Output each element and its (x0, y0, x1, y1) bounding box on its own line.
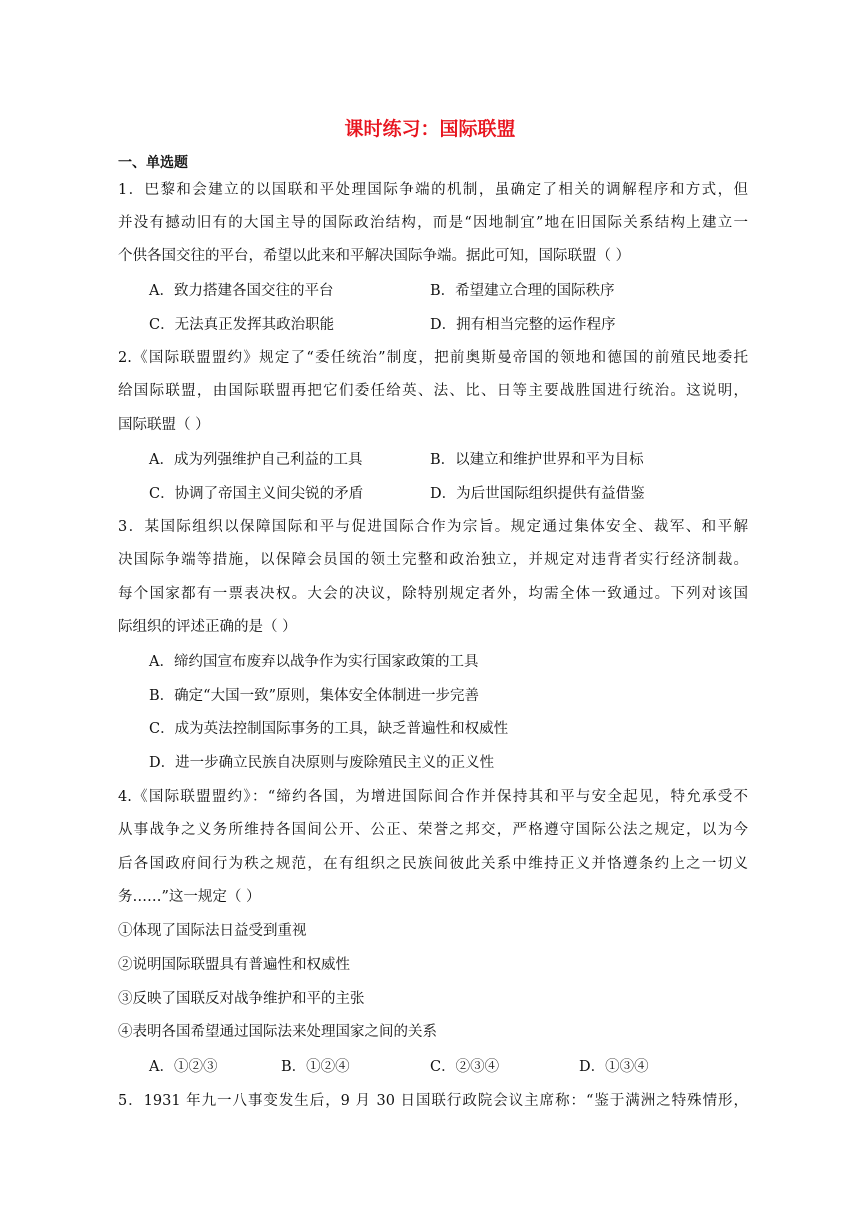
question-4-option-a[interactable]: A．①②③ (149, 1059, 218, 1075)
question-3-line-3: 每个国家都有一票表决权。大会的决议，除特别规定者外，均需全体一致通过。下列对该国 (118, 586, 748, 602)
question-2-line-2: 给国际联盟，由国际联盟再把它们委任给英、法、比、日等主要战胜国进行统治。这说明， (118, 383, 748, 399)
question-1-option-c[interactable]: C．无法真正发挥其政治职能 (149, 317, 335, 333)
question-3-option-a[interactable]: A．缔约国宣布废弃以战争作为实行国家政策的工具 (149, 654, 479, 670)
question-1-line-2: 并没有撼动旧有的大国主导的国际政治结构，而是“因地制宜”地在旧国际关系结构上建立一 (118, 215, 748, 231)
question-4-line-3: 后各国政府间行为秩之规范，在有组织之民族间彼此关系中维持正义并恪遵条约上之一切义 (118, 856, 748, 872)
question-5-line-1: 5．1931 年九一八事变发生后，9 月 30 日国联行政院会议主席称：“鉴于满洲之特殊情形， (118, 1093, 748, 1109)
section-heading: 一、单选题 (118, 155, 188, 171)
question-1-option-d[interactable]: D．拥有相当完整的运作程序 (430, 317, 616, 333)
question-3-option-d[interactable]: D．进一步确立民族自决原则与废除殖民主义的正义性 (149, 755, 495, 771)
question-3-line-1: 3．某国际组织以保障国际和平与促进国际合作为宗旨。规定通过集体安全、裁军、和平解 (118, 519, 748, 535)
question-4-statement-2: ②说明国际联盟具有普遍性和权威性 (118, 957, 350, 973)
question-3-line-4: 际组织的评述正确的是（ ） (118, 619, 297, 635)
question-2-option-b[interactable]: B．以建立和维护世界和平为目标 (430, 452, 644, 468)
question-4-option-d[interactable]: D．①③④ (579, 1059, 649, 1075)
question-1-option-a[interactable]: A．致力搭建各国交往的平台 (149, 283, 334, 299)
question-3-option-b[interactable]: B．确定“大国一致”原则，集体安全体制进一步完善 (149, 688, 479, 704)
question-3-option-c[interactable]: C．成为英法控制国际事务的工具，缺乏普遍性和权威性 (149, 721, 509, 737)
question-4-option-b[interactable]: B．①②④ (281, 1059, 350, 1075)
question-2-option-a[interactable]: A．成为列强维护自己利益的工具 (149, 452, 363, 468)
question-4-line-2: 从事战争之义务所维持各国间公开、公正、荣誉之邦交，严格遵守国际公法之规定，以为今 (118, 822, 748, 838)
question-4-statement-4: ④表明各国希望通过国际法来处理国家之间的关系 (118, 1024, 437, 1040)
question-1-option-b[interactable]: B．希望建立合理的国际秩序 (430, 283, 615, 299)
question-4-statement-1: ①体现了国际法日益受到重视 (118, 923, 307, 939)
question-4-line-4: 务……”这一规定（ ） (118, 889, 261, 905)
question-2-line-1: 2.《国际联盟盟约》规定了“委任统治”制度，把前奥斯曼帝国的领地和德国的前殖民地委托 (118, 350, 748, 366)
question-2-option-d[interactable]: D．为后世国际组织提供有益借鉴 (430, 486, 645, 502)
question-4-line-1: 4.《国际联盟盟约》：“缔约各国，为增进国际间合作并保持其和平与安全起见，特允承受不 (118, 789, 748, 805)
question-2-option-c[interactable]: C．协调了帝国主义间尖锐的矛盾 (149, 486, 364, 502)
question-3-line-2: 决国际争端等措施，以保障会员国的领土完整和政治独立，并规定对违背者实行经济制裁。 (118, 552, 748, 568)
question-2-line-3: 国际联盟（ ） (118, 417, 210, 433)
question-1-line-1: 1．巴黎和会建立的以国联和平处理国际争端的机制，虽确定了相关的调解程序和方式，但 (118, 182, 748, 198)
question-4-statement-3: ③反映了国联反对战争维护和平的主张 (118, 991, 365, 1007)
page-title: 课时练习：国际联盟 (344, 118, 516, 140)
question-1-line-3: 个供各国交往的平台，希望以此来和平解决国际争端。据此可知，国际联盟（ ） (118, 248, 631, 264)
question-4-option-c[interactable]: C．②③④ (430, 1059, 500, 1075)
